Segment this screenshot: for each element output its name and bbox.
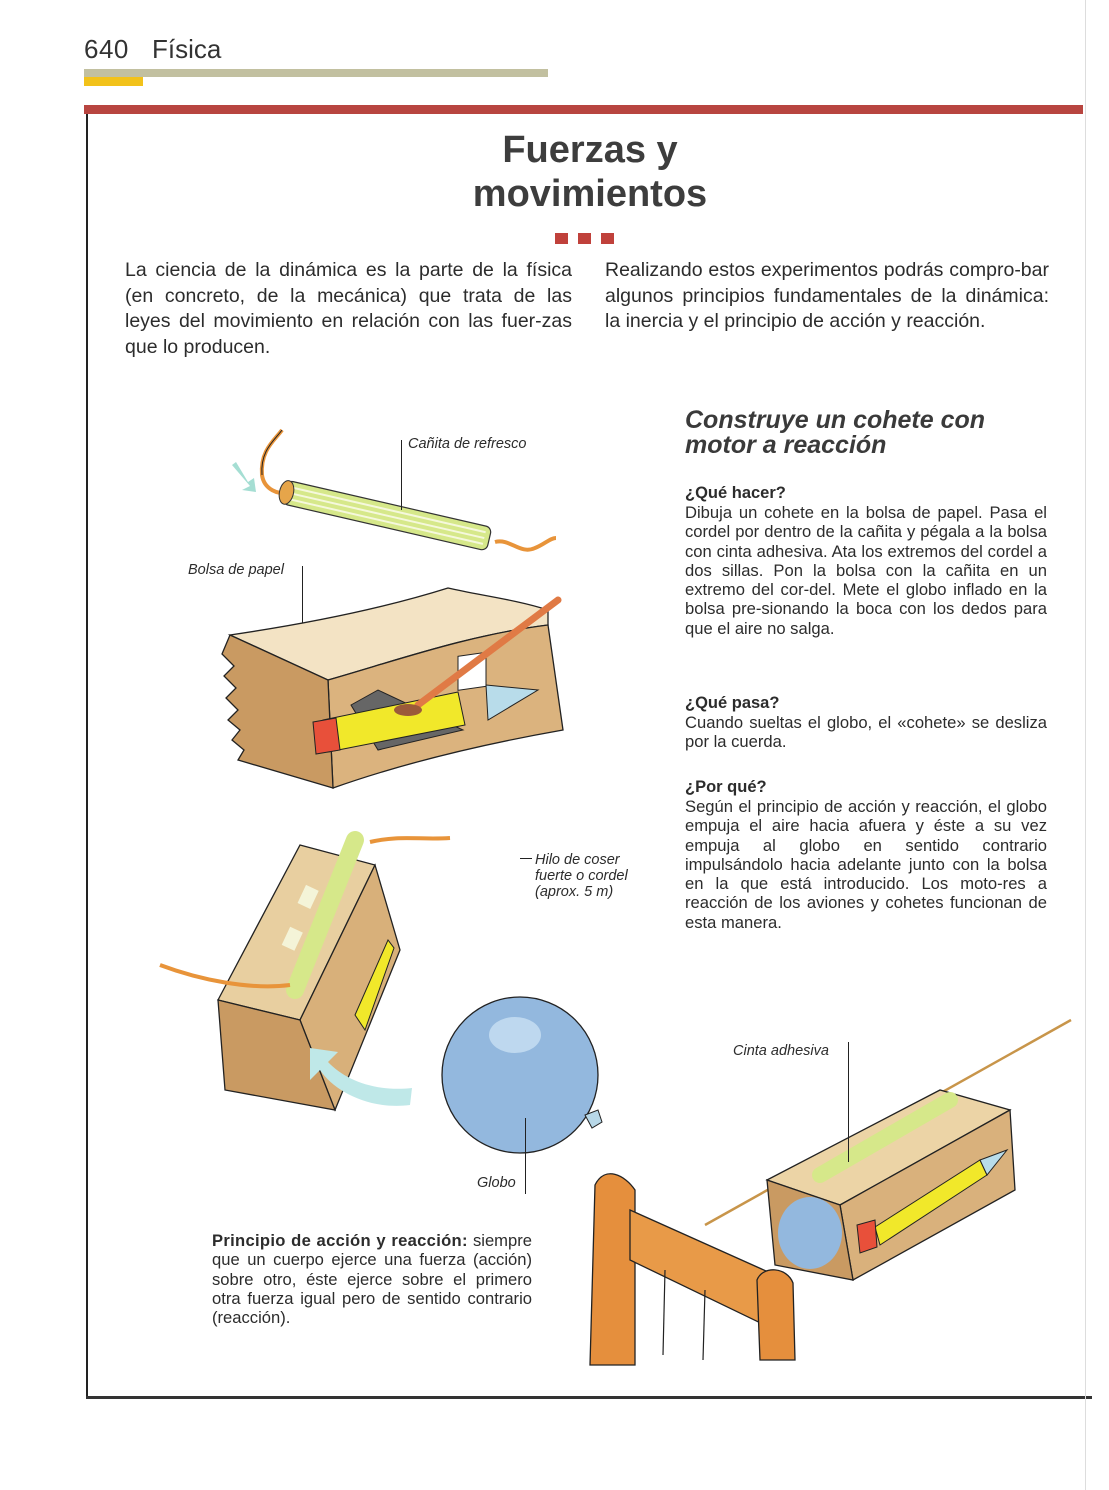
section-name: Física [152, 34, 222, 64]
thread-label-line-1: Hilo de coser [535, 852, 620, 868]
why-heading: ¿Por qué? [685, 778, 767, 796]
principle-heading: Principio de acción y reacción: [212, 1231, 468, 1250]
balloon-inside [778, 1197, 842, 1269]
chair-post-left [590, 1174, 635, 1365]
tape-leader-line [848, 1042, 849, 1162]
chair-rocket-illustration [575, 1015, 1075, 1365]
article-frame-left [86, 114, 88, 1398]
paper-bag-illustration [218, 580, 578, 800]
title-ornament-square [555, 233, 568, 244]
article-title [340, 128, 840, 216]
string-end [495, 538, 556, 550]
thread-leader-line [520, 858, 532, 859]
rocket-flame [313, 718, 340, 754]
straw-label: Cañita de refresco [408, 436, 527, 452]
what-happens-text: Cuando sueltas el globo, el «cohete» se desliza por la cuerda. [685, 713, 1047, 752]
principle-note [212, 1231, 532, 1327]
intro-paragraph-right: Realizando estos experimentos podrás compro-bar algunos principios fundamentales de la dinámica: la inercia y el principio de acción y reacción. [605, 259, 1049, 332]
straw-leader-line [401, 440, 402, 510]
thread-label-line-3: (aprox. 5 m) [535, 884, 614, 900]
article-top-rule [84, 105, 1083, 114]
string [262, 430, 285, 493]
title-line-2: movimientos [472, 173, 708, 215]
thread-label-line-2: fuerte o cordel [535, 868, 628, 884]
chair-post-right [757, 1270, 795, 1360]
title-line-1: Fuerzas y [502, 129, 678, 171]
thread-label [535, 852, 628, 900]
header-accent-bar [84, 77, 143, 86]
what-happens-heading: ¿Qué pasa? [685, 694, 780, 712]
experiment-title: Construye un cohete con motor a reacción [685, 406, 986, 459]
page-edge [1085, 0, 1086, 1490]
what-to-do-heading: ¿Qué hacer? [685, 484, 786, 502]
page-number: 640 [84, 34, 129, 64]
what-to-do-text: Dibuja un cohete en la bolsa de papel. Pasa el cordel por dentro de la cañita y pégala a la bolsa con cinta adhesiva. Ata los extremos del cordel a dos sillas. Pon la bolsa con la cañita en un extremo del cor-del. Mete el globo inflado en la bolsa pre-sionando la boca con los dedos para que el aire no salga. [685, 503, 1047, 638]
arrow-icon [232, 462, 256, 492]
chair-rail [630, 1210, 775, 1330]
header-rule [84, 69, 548, 77]
bag-label: Bolsa de papel [188, 562, 284, 578]
title-ornament-square [578, 233, 591, 244]
article-frame-bottom [86, 1396, 1092, 1399]
intro-paragraph-left: La ciencia de la dinámica es la parte de la física (en concreto, de la mecánica) que trata de las leyes del movimiento en relación con las fuer-zas que lo producen. [125, 259, 572, 358]
title-ornament-square [601, 233, 614, 244]
balloon-leader-line [525, 1118, 526, 1194]
tape-label: Cinta adhesiva [733, 1043, 829, 1059]
balloon-label: Globo [477, 1175, 516, 1191]
principle-text: siempre que un cuerpo ejerce una fuerza (acción) sobre otro, éste ejerce sobre el primero otra fuerza igual pero de sentido contrario (reacción). [212, 1231, 532, 1328]
why-text: Según el principio de acción y reacción, el globo empuja el aire hacia afuera y éste a su vez empuja al globo en sentido contrario impulsándolo hacia adelante junto con la bolsa en la que está introducido. Los moto-res a reacción de los aviones y cohetes funcionan de esta manera. [685, 797, 1047, 932]
